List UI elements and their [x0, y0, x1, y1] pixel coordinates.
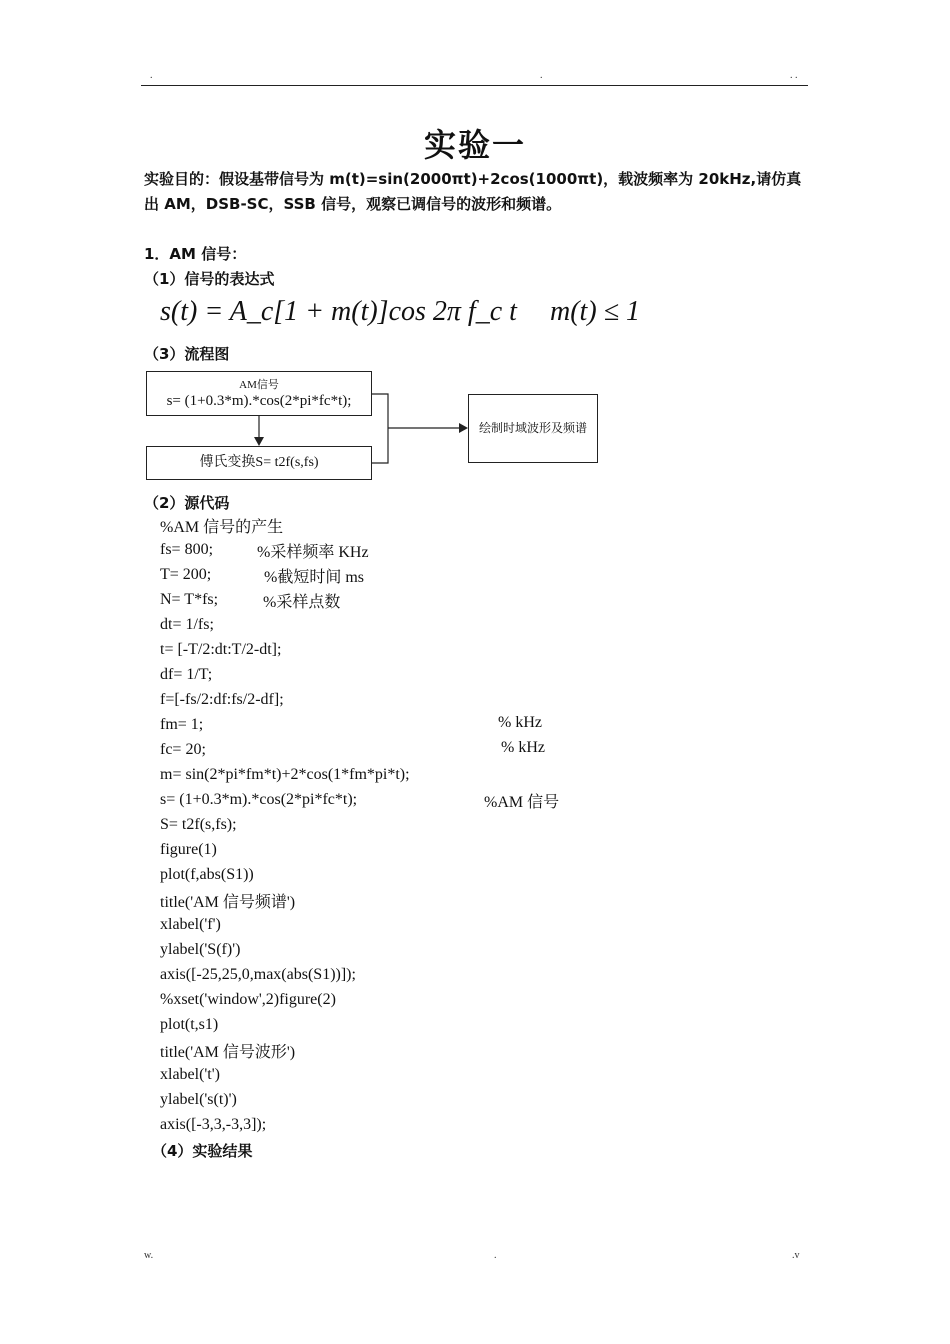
footer-center: . — [494, 1250, 497, 1261]
code-line: axis([-25,25,0,max(abs(S1))]); — [160, 966, 356, 983]
am-condition: m(t) ≤ 1 — [550, 296, 641, 327]
code-line: t= [-T/2:dt:T/2-dt]; — [160, 641, 282, 658]
code-line: T= 200; %截短时间 ms — [160, 566, 365, 586]
flow-arrowhead-down — [254, 437, 264, 446]
flowchart-connectors — [0, 0, 950, 520]
code-line: fc= 20; % kHz — [160, 739, 545, 758]
code-line: ylabel('s(t)') — [160, 1091, 237, 1108]
subsection-results: （4）实验结果 — [152, 1142, 253, 1160]
code-line: plot(t,s1) — [160, 1016, 219, 1033]
footer-left: w. — [144, 1250, 154, 1261]
section-am-heading: 1．AM 信号： — [144, 245, 247, 263]
flow-bracket — [372, 394, 388, 463]
subsection-source-code: （2）源代码 — [144, 494, 230, 512]
code-line: title('AM 信号波形') — [160, 1044, 296, 1061]
code-line: xlabel('t') — [160, 1066, 220, 1083]
am-formula: s(t) = A_c[1 + m(t)]cos 2π f_c t — [160, 296, 517, 327]
footer-right: .v — [792, 1250, 800, 1261]
code-line: ylabel('S(f)') — [160, 941, 241, 958]
code-line: plot(f,abs(S1)) — [160, 866, 254, 883]
code-line: f=[-fs/2:df:fs/2-df]; — [160, 691, 284, 708]
code-line: axis([-3,3,-3,3]); — [160, 1116, 267, 1133]
page-title: 实验一 — [423, 126, 526, 164]
code-line: %xset('window',2)figure(2) — [160, 991, 336, 1008]
header-center: . — [540, 70, 543, 81]
code-line: N= T*fs; %采样点数 — [160, 591, 341, 611]
code-line: m= sin(2*pi*fm*t)+2*cos(1*fm*pi*t); — [160, 766, 410, 783]
flow-box-plot: 绘制时域波形及频谱 — [468, 394, 598, 463]
flow-arrowhead-right — [459, 423, 468, 433]
flow-box-am-code: s= (1+0.3*m).*cos(2*pi*fc*t); — [166, 393, 352, 409]
code-line: %AM 信号的产生 — [160, 519, 284, 536]
code-block — [160, 514, 800, 1139]
experiment-purpose: 实验目的：假设基带信号为 m(t)=sin(2000πt)+2cos(1000πt)，载波频率为 20kHz,请仿真出 AM，DSB-SC，SSB 信号，观察已调信号的波形和频谱。 — [144, 170, 802, 213]
code-line: title('AM 信号频谱') — [160, 894, 296, 911]
code-line: figure(1) — [160, 841, 217, 858]
code-line: xlabel('f') — [160, 916, 221, 933]
header-right: . . — [790, 70, 798, 81]
subsection-expression: （1）信号的表达式 — [144, 270, 275, 288]
subsection-flowchart: （3）流程图 — [144, 345, 230, 363]
code-line: s= (1+0.3*m).*cos(2*pi*fc*t); %AM 信号 — [160, 791, 560, 811]
header-left: . — [150, 70, 153, 81]
flow-box-am-title: AM信号 — [239, 379, 279, 391]
code-line: S= t2f(s,fs); — [160, 816, 237, 833]
code-line: fs= 800; %采样频率 KHz — [160, 541, 369, 561]
code-line: df= 1/T; — [160, 666, 213, 683]
code-line: fm= 1; % kHz — [160, 714, 542, 733]
code-line: dt= 1/fs; — [160, 616, 214, 633]
flow-box-fourier: 傅氏变换S= t2f(s,fs) — [146, 446, 372, 480]
